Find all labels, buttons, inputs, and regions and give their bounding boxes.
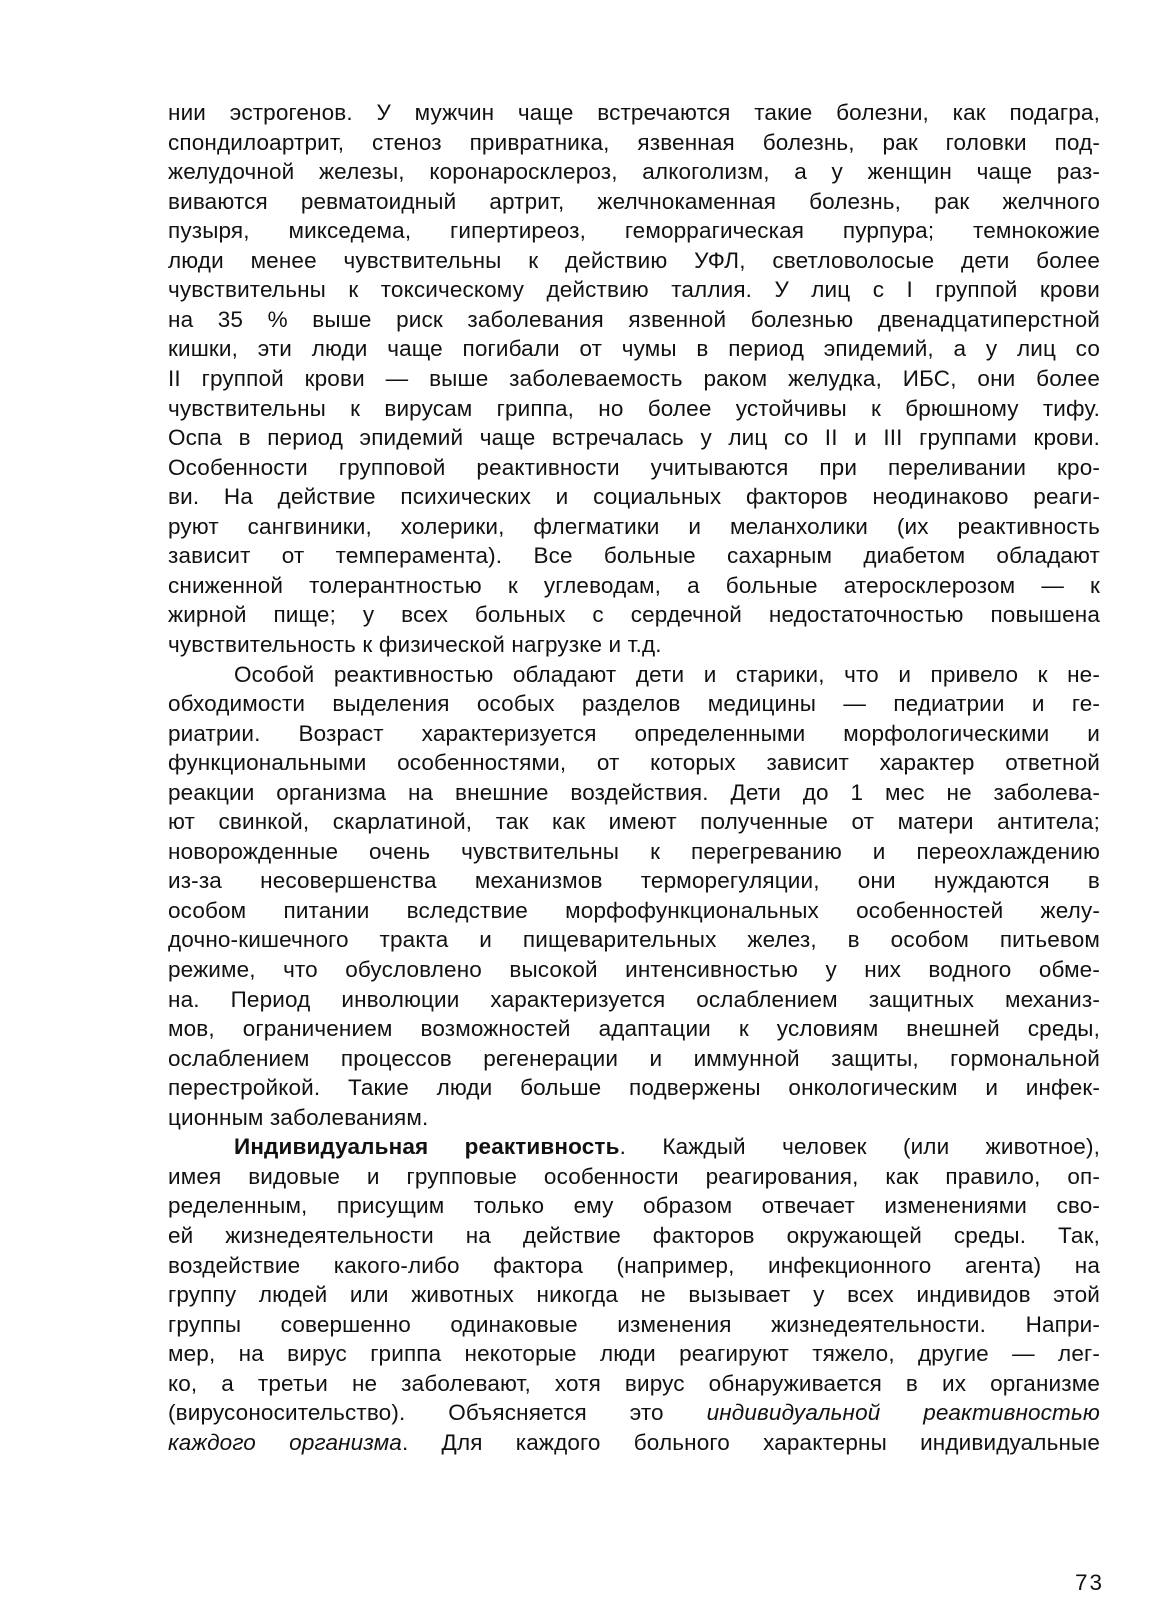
text-line xyxy=(168,1251,1100,1281)
text-segment: мов, ограничением возможностей адаптации к условиям внешней среды, xyxy=(168,1016,1100,1042)
text-segment: реакции организма на внешние воздействия. Дети до 1 мес не заболева- xyxy=(168,779,1100,805)
text-line xyxy=(168,689,1100,719)
text-line xyxy=(168,630,1100,660)
text-segment: воздействие какого-либо фактора (например, инфекционного агента) на xyxy=(168,1252,1100,1278)
text-line xyxy=(168,1280,1100,1310)
text-segment: на 35 % выше риск заболевания язвенной болезнью двенадцатиперстной xyxy=(168,306,1100,332)
text-segment: Особенности групповой реактивности учитываются при переливании кро- xyxy=(168,454,1100,480)
text-line xyxy=(168,305,1100,335)
text-segment: режиме, что обусловлено высокой интенсивностью у них водного обме- xyxy=(168,957,1100,982)
italic-emphasis: каждого организма xyxy=(168,1429,402,1455)
text-segment: . Каждый человек (или животное), xyxy=(619,1134,1100,1160)
text-line xyxy=(168,896,1100,926)
text-line xyxy=(168,1339,1100,1369)
text-line xyxy=(168,866,1100,896)
text-line xyxy=(168,955,1100,985)
text-segment: . Для каждого больного характерны индивидуальные xyxy=(401,1429,1100,1455)
text-segment: группы совершенно одинаковые изменения жизнедеятельности. Напри- xyxy=(168,1311,1100,1337)
text-segment: нии эстрогенов. У мужчин чаще встречаются такие болезни, как подагра, xyxy=(168,100,1100,125)
text-line xyxy=(168,1162,1100,1192)
text-line xyxy=(168,128,1100,158)
text-segment: группу людей или животных никогда не вызывает у всех индивидов этой xyxy=(168,1282,1100,1307)
text-line xyxy=(168,925,1100,955)
text-segment: обходимости выделения особых разделов медицины — педиатрии и ге- xyxy=(168,691,1100,716)
text-segment: чувствительны к токсическому действию таллия. У лиц с I группой крови xyxy=(168,277,1100,303)
text-line xyxy=(168,512,1100,542)
text-line xyxy=(168,1398,1100,1428)
text-line xyxy=(168,157,1100,187)
text-segment: II группой крови — выше заболеваемость раком желудка, ИБС, они более xyxy=(168,365,1100,391)
text-segment: Оспа в период эпидемий чаще встречалась у лиц со II и III группами крови. xyxy=(168,425,1100,451)
text-segment: люди менее чувствительны к действию УФЛ, светловолосые дети более xyxy=(168,247,1100,273)
text-segment: зависит от темперамента). Все больные сахарным диабетом обладают xyxy=(168,543,1100,569)
bold-term: Индивидуальная реактивность xyxy=(234,1134,620,1160)
text-line xyxy=(168,719,1100,749)
text-segment: руют сангвиники, холерики, флегматики и меланхолики (их реактивность xyxy=(168,513,1100,539)
text-segment: ционным заболеваниям. xyxy=(168,1104,429,1130)
text-line xyxy=(168,98,1100,128)
text-line xyxy=(168,334,1100,364)
text-line xyxy=(168,394,1100,424)
text-segment: пузыря, микседема, гипертиреоз, геморрагическая пурпура; темнокожие xyxy=(168,218,1100,244)
text-segment: ют свинкой, скарлатиной, так как имеют полученные от матери антитела; xyxy=(168,809,1100,835)
paragraph-first-line xyxy=(234,660,1100,690)
text-line xyxy=(168,1310,1100,1340)
paragraph-first-line xyxy=(234,1132,1100,1162)
text-segment: чувствительны к вирусам гриппа, но более устойчивы к брюшному тифу. xyxy=(168,395,1100,421)
text-segment: ей жизнедеятельности на действие факторов окружающей среды. Так, xyxy=(168,1222,1100,1248)
text-line xyxy=(168,600,1100,630)
text-segment: особом питании вследствие морфофункциональных особенностей желу- xyxy=(168,897,1100,923)
text-line xyxy=(168,216,1100,246)
page-number: 73 xyxy=(1074,1570,1104,1595)
text-line xyxy=(168,985,1100,1015)
text-line xyxy=(168,1191,1100,1221)
text-segment: новорожденные очень чувствительны к перегреванию и переохлаждению xyxy=(168,838,1100,864)
text-line xyxy=(168,571,1100,601)
text-segment: сниженной толерантностью к углеводам, а больные атеросклерозом — к xyxy=(168,572,1100,598)
text-segment: риатрии. Возраст характеризуется определенными морфологическими и xyxy=(168,720,1100,746)
text-line xyxy=(168,364,1100,394)
text-line xyxy=(168,1221,1100,1251)
italic-emphasis: индивидуальной реактивностью xyxy=(706,1400,1101,1426)
text-line xyxy=(168,778,1100,808)
text-line xyxy=(168,1428,1100,1458)
text-segment: чувствительность к физической нагрузке и т.д. xyxy=(168,631,662,657)
text-segment: Особой реактивностью обладают дети и старики, что и привело к не- xyxy=(234,661,1100,687)
text-line xyxy=(168,187,1100,217)
text-line xyxy=(168,837,1100,867)
text-segment: на. Период инволюции характеризуется ослаблением защитных механиз- xyxy=(168,986,1100,1012)
text-line xyxy=(168,1369,1100,1399)
text-segment: ви. На действие психических и социальных факторов неодинаково реаги- xyxy=(168,484,1100,510)
text-segment: желудочной железы, коронаросклероз, алкоголизм, а у женщин чаще раз- xyxy=(168,159,1100,185)
text-line xyxy=(168,453,1100,483)
text-segment: жирной пище; у всех больных с сердечной недостаточностью повышена xyxy=(168,602,1100,628)
text-line xyxy=(168,1044,1100,1074)
text-segment: ределенным, присущим только ему образом отвечает изменениями сво- xyxy=(168,1193,1100,1219)
text-segment: из-за несовершенства механизмов терморегуляции, они нуждаются в xyxy=(168,868,1100,894)
text-segment: дочно-кишечного тракта и пищеварительных желез, в особом питьевом xyxy=(168,927,1100,953)
text-line xyxy=(168,482,1100,512)
text-line xyxy=(168,275,1100,305)
text-segment: перестройкой. Такие люди больше подвержены онкологическим и инфек- xyxy=(168,1075,1100,1101)
text-segment: ослаблением процессов регенерации и иммунной защиты, гормональной xyxy=(168,1045,1100,1071)
text-segment: имея видовые и групповые особенности реагирования, как правило, оп- xyxy=(168,1163,1100,1189)
text-line xyxy=(168,541,1100,571)
text-line xyxy=(168,748,1100,778)
text-segment: функциональными особенностями, от которых зависит характер ответной xyxy=(168,750,1100,776)
text-line xyxy=(168,807,1100,837)
text-segment: (вирусоносительство). Объясняется это xyxy=(168,1400,707,1426)
text-line xyxy=(168,1073,1100,1103)
text-line xyxy=(168,1103,1100,1133)
text-segment: кишки, эти люди чаще погибали от чумы в период эпидемий, а у лиц со xyxy=(168,336,1100,362)
text-line xyxy=(168,1014,1100,1044)
text-segment: мер, на вирус гриппа некоторые люди реагируют тяжело, другие — лег- xyxy=(168,1341,1100,1367)
text-segment: виваются ревматоидный артрит, желчнокаменная болезнь, рак желчного xyxy=(168,188,1100,214)
text-segment: спондилоартрит, стеноз привратника, язвенная болезнь, рак головки под- xyxy=(168,129,1100,155)
text-line xyxy=(168,246,1100,276)
text-line xyxy=(168,423,1100,453)
text-segment: ко, а третьи не заболевают, хотя вирус обнаруживается в их организме xyxy=(168,1370,1100,1396)
